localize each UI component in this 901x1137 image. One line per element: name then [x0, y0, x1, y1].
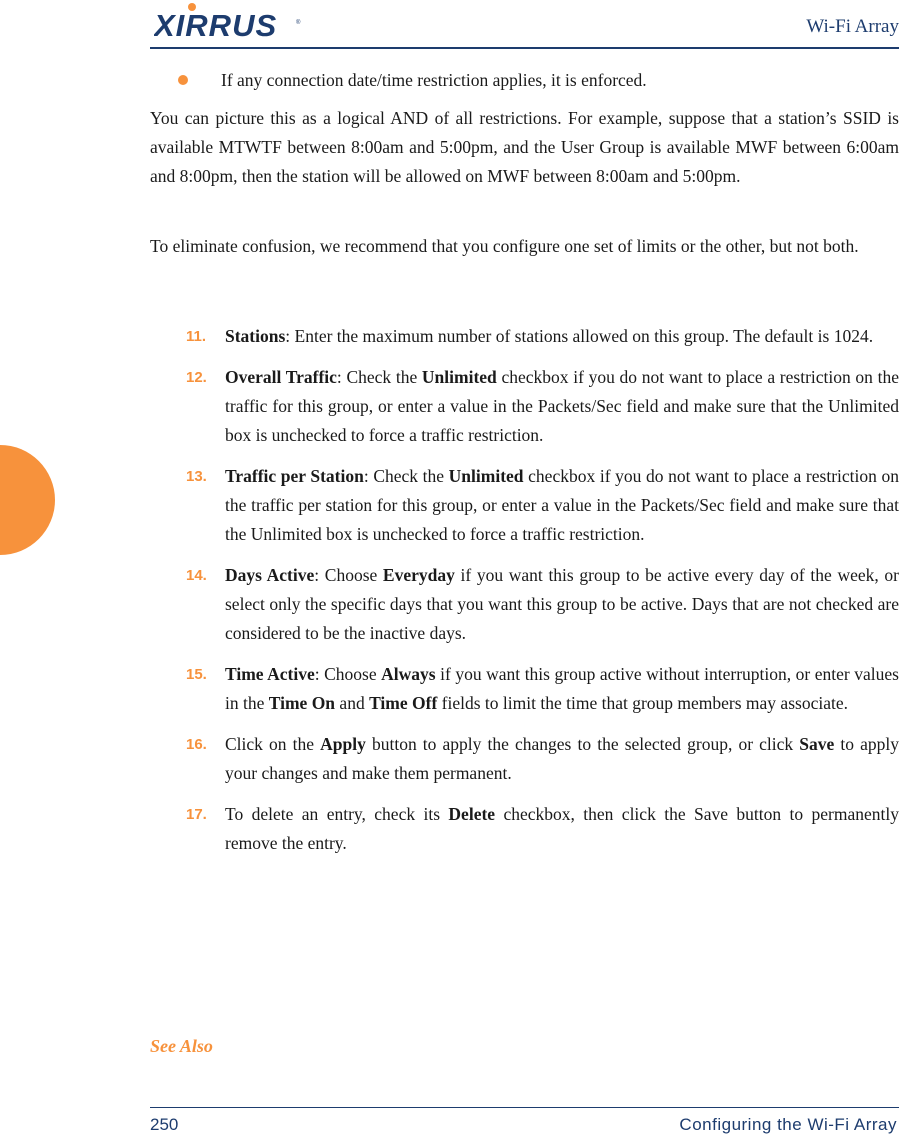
step-item: [150, 561, 899, 648]
step-text: : Choose: [314, 664, 382, 684]
step-bold-term: Traffic per Station: [225, 466, 364, 486]
svg-text:XIRRUS: XIRRUS: [154, 8, 278, 42]
step-item: [150, 363, 899, 450]
step-item: [150, 462, 899, 549]
step-text: if you want this group active without interruption, or enter values in the: [225, 664, 899, 713]
step-text: Click on the: [225, 734, 321, 754]
step-number: 12.: [186, 369, 207, 386]
step-bold-term: Always: [381, 664, 436, 684]
bullet-item: [178, 68, 647, 92]
step-number: 13.: [186, 468, 207, 485]
chapter-tab-marker: [0, 445, 55, 555]
step-bold-term: Time Active: [225, 664, 315, 684]
body-paragraph: To eliminate confusion, we recommend that you configure one set of limits or the other, but not both.: [150, 236, 859, 256]
step-item: [150, 660, 899, 718]
step-text: : Check the: [336, 367, 422, 387]
step-text: checkbox if you do not want to place a restriction on the traffic for this group, or enter a value in the Packets/Sec field and make sure that the Unlimited box is unchecked to force a traffic restriction.: [225, 367, 899, 445]
footer-rule: [150, 1107, 899, 1108]
step-number: 14.: [186, 567, 207, 584]
step-number: 11.: [186, 328, 207, 345]
step-text: to apply your changes and make them permanent.: [225, 734, 900, 783]
step-text: button to apply the changes to the selected group, or click: [365, 734, 800, 754]
step-text: : Enter the maximum number of stations allowed on this group. The default is 1024.: [285, 326, 874, 346]
numbered-steps: [150, 322, 899, 870]
step-bold-term: Unlimited: [448, 466, 524, 486]
step-text: To delete an entry, check its: [225, 804, 449, 824]
step-bold-term: Save: [799, 734, 835, 754]
step-bold-term: Everyday: [382, 565, 455, 585]
step-text: and: [335, 693, 370, 713]
step-item: [150, 800, 899, 858]
step-text: checkbox if you do not want to place a restriction on the traffic per station for this group, or enter a value in the Packets/Sec field and make sure that the Unlimited box is unchecked to force a traffic restriction.: [225, 466, 899, 544]
step-bold-term: Apply: [320, 734, 366, 754]
step-text: checkbox, then click the Save button to permanently remove the entry.: [225, 804, 899, 853]
footer-section-title: Configuring the Wi-Fi Array: [679, 1115, 897, 1134]
step-bold-term: Overall Traffic: [225, 367, 337, 387]
header-title: Wi-Fi Array: [806, 16, 899, 37]
bullet-text: If any connection date/time restriction applies, it is enforced.: [221, 70, 647, 90]
bullet-dot-icon: [178, 75, 188, 85]
step-text: : Choose: [314, 565, 383, 585]
step-bold-term: Delete: [448, 804, 496, 824]
step-number: 17.: [186, 806, 207, 823]
step-text: fields to limit the time that group members may associate.: [437, 693, 848, 713]
step-bold-term: Stations: [225, 326, 286, 346]
step-bold-term: Unlimited: [421, 367, 497, 387]
svg-text:®: ®: [296, 20, 301, 26]
body-paragraph: You can picture this as a logical AND of all restrictions. For example, suppose that a station’s SSID is available MTWTF between 8:00am and 5:00pm, and the User Group is available MWF between 6:00am and 8:00pm, then the station will be allowed on MWF between 8:00am and 5:00pm.: [150, 107, 899, 186]
step-item: [150, 730, 899, 788]
page-number: 250: [150, 1115, 179, 1134]
header-rule: [150, 47, 899, 49]
step-number: 16.: [186, 736, 207, 753]
step-text: if you want this group to be active every day of the week, or select only the specific days that you want this group to be active. Days that are not checked are considered to be the inactive days.: [225, 565, 899, 643]
step-bold-term: Time On: [268, 693, 336, 713]
step-bold-term: Days Active: [225, 565, 315, 585]
step-number: 15.: [186, 666, 207, 683]
xirrus-logo: [154, 2, 304, 42]
step-text: : Check the: [363, 466, 449, 486]
step-item: [150, 322, 899, 351]
step-bold-term: Time Off: [369, 693, 438, 713]
see-also-heading: See Also: [150, 1036, 213, 1056]
